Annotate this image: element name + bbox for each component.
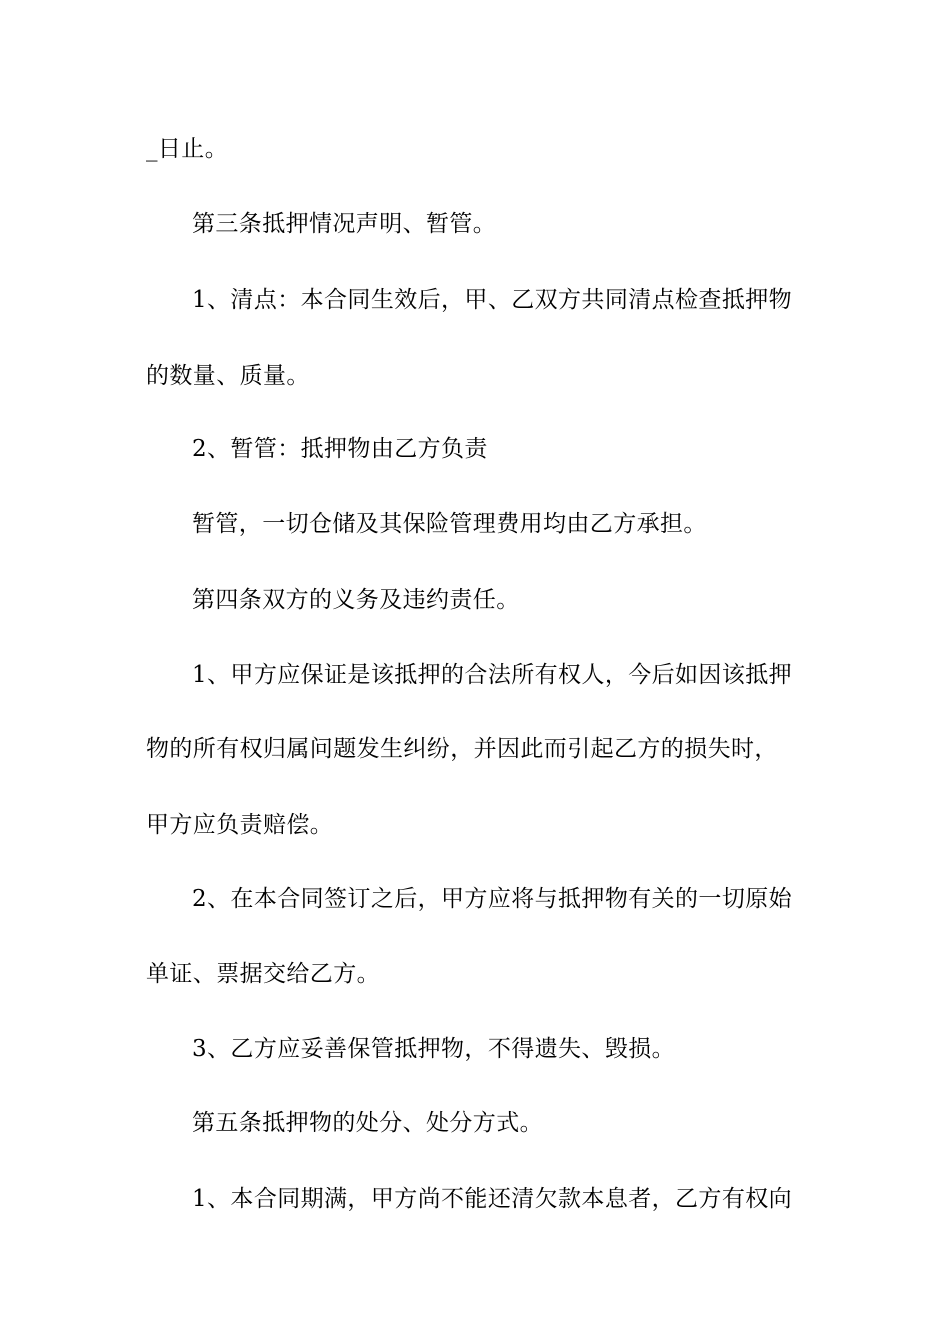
article-4-heading: 第四条双方的义务及违约责任。 xyxy=(192,587,520,613)
article-4-clause-2-line-1: 2、在本合同签订之后，甲方应将与抵押物有关的一切原始 xyxy=(192,886,793,912)
article-3-clause-2-line-1: 2、暂管：抵押物由乙方负责 xyxy=(192,436,488,462)
text-line-date-end: _日止。 xyxy=(146,136,229,162)
article-3-clause-1-line-1: 1、清点：本合同生效后，甲、乙双方共同清点检查抵押物 xyxy=(192,287,793,313)
article-5-clause-1-line-1: 1、本合同期满，甲方尚不能还清欠款本息者，乙方有权向 xyxy=(192,1186,793,1212)
article-4-clause-3: 3、乙方应妥善保管抵押物，不得遗失、毁损。 xyxy=(192,1036,676,1062)
article-3-heading: 第三条抵押情况声明、暂管。 xyxy=(192,211,497,237)
article-4-clause-1-line-2: 物的所有权归属问题发生纠纷，并因此而引起乙方的损失时， xyxy=(146,736,778,762)
article-3-clause-2-line-2: 暂管，一切仓储及其保险管理费用均由乙方承担。 xyxy=(192,511,707,537)
article-4-clause-2-line-2: 单证、票据交给乙方。 xyxy=(146,961,380,987)
article-4-clause-1-line-3: 甲方应负责赔偿。 xyxy=(146,812,334,838)
article-3-clause-1-line-2: 的数量、质量。 xyxy=(146,363,310,389)
article-5-heading: 第五条抵押物的处分、处分方式。 xyxy=(192,1110,543,1136)
article-4-clause-1-line-1: 1、甲方应保证是该抵押的合法所有权人，今后如因该抵押 xyxy=(192,662,793,688)
